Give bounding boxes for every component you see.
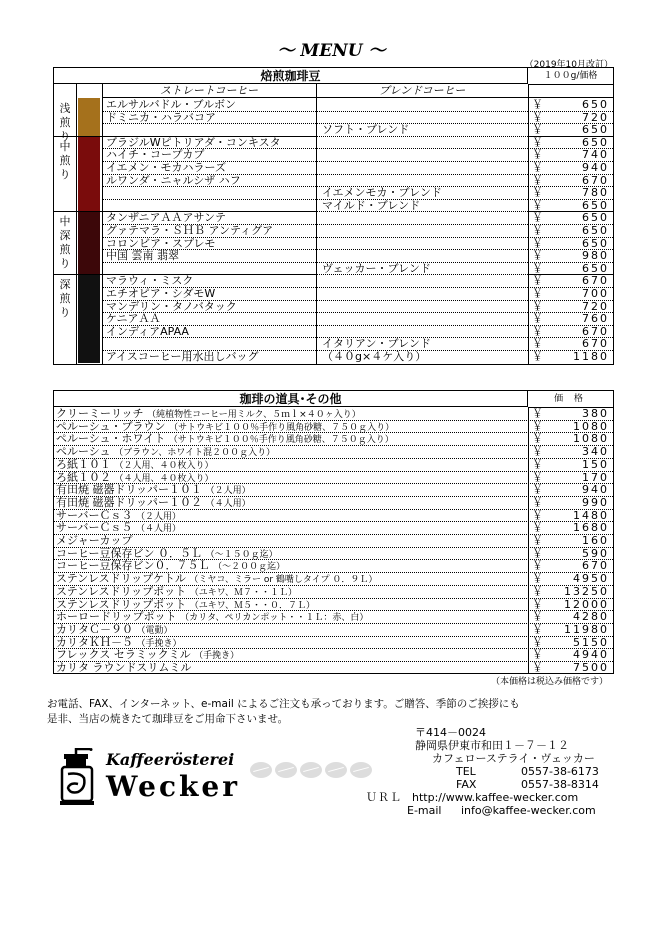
- tool-item-label: カリタ ラウンドスリムミル: [56, 661, 192, 674]
- yen-symbol: ￥: [532, 198, 543, 212]
- row-divider: [316, 312, 528, 313]
- order-notice: [47, 697, 622, 727]
- tool-item-note: （ユキワ、Ｍ７・・１Ｌ）: [189, 587, 297, 598]
- beans-table-title: 焙煎珈琲豆: [54, 68, 528, 84]
- price-value: 5150: [573, 635, 609, 649]
- tool-item-note: （２人用、４０枚入り）: [114, 460, 214, 471]
- tax-note: （本価格は税込み価格です）: [490, 677, 608, 687]
- tool-item-label: コーヒー豆保存ビン ０．５Ｌ: [56, 546, 203, 560]
- price-value: 760: [582, 312, 609, 326]
- yen-symbol: ￥: [532, 661, 543, 674]
- yen-symbol: ￥: [532, 622, 543, 636]
- price-value: 1480: [573, 508, 609, 522]
- coffee-bean-icon: [350, 762, 372, 778]
- straight-coffee-name: ケニアＡＡ: [106, 312, 161, 326]
- price-value: 7500: [573, 661, 609, 674]
- tool-item-name: [56, 661, 191, 676]
- row-divider: [316, 111, 528, 112]
- blend-coffee-name: ソフト・ブレンド: [322, 123, 410, 137]
- shop-name: カフェローステライ・ヴェッカー: [432, 752, 595, 765]
- row-divider: [316, 325, 528, 326]
- price-value: 670: [582, 173, 609, 187]
- row-divider: [316, 237, 528, 238]
- price-value: 650: [582, 198, 609, 212]
- tool-item-label: サーバーＣｓ５: [56, 521, 133, 535]
- yen-symbol: ￥: [532, 432, 543, 446]
- yen-symbol: ￥: [532, 445, 543, 459]
- tool-item-label: ステンレスドリップポット: [56, 584, 187, 598]
- coffee-grinder-icon: [60, 748, 106, 806]
- tool-item-note: （サトウキビ１００％手作り風角砂糖、７５０ｇ入り）: [168, 435, 394, 446]
- yen-symbol: ￥: [532, 495, 543, 509]
- straight-coffee-name: アイスコーヒー用水出しバッグ: [106, 350, 259, 363]
- tool-item-label: コーヒー豆保存ビン０．７５Ｌ: [56, 559, 210, 573]
- page-title: ～ MENU ～: [277, 41, 386, 61]
- yen-symbol: ￥: [532, 559, 543, 573]
- yen-symbol: ￥: [532, 312, 543, 326]
- yen-symbol: ￥: [532, 337, 543, 351]
- yen-symbol: ￥: [532, 324, 543, 338]
- blend-coffee-name: マイルド・ブレンド: [322, 198, 421, 212]
- order-notice-line: 是非、当店の焼きたて珈琲豆をご用命下さいませ。: [47, 713, 289, 725]
- price-value: 670: [582, 274, 609, 288]
- straight-coffee-name: ルワンダ・ニャルシザ ハフ: [106, 173, 241, 187]
- tool-item-note: （ユキワ、Ｍ５・・０．７Ｌ）: [189, 600, 315, 611]
- price-value: 11980: [564, 622, 609, 636]
- coffee-tools-table: [53, 390, 614, 674]
- coffee-beans-table: [53, 67, 614, 365]
- straight-coffee-name: マンデリン・タノバタック: [106, 299, 237, 313]
- price-value: 940: [582, 483, 609, 497]
- tool-item-note: （手挽き）: [194, 651, 240, 662]
- fax-number: 0557-38-8314: [521, 778, 599, 791]
- blend-coffee-name: （４０g×４ケ入り）: [322, 350, 427, 363]
- order-notice-line: お電話、FAX、インターネット、e-mail によるご注文も承っております。ご贈答、季節のご挨拶にも: [47, 698, 520, 710]
- yen-symbol: ￥: [532, 483, 543, 497]
- tool-item-label: ペルーシュ・ホワイト: [56, 432, 166, 446]
- price-value: 780: [582, 186, 609, 200]
- price-value: 650: [582, 261, 609, 275]
- tool-item-label: ペルーシュ: [56, 445, 111, 459]
- price-value: 1680: [573, 521, 609, 535]
- price-value: 720: [582, 110, 609, 124]
- yen-symbol: ￥: [532, 470, 543, 484]
- tools-table-title: 珈琲の道具･その他: [54, 391, 528, 407]
- yen-symbol: ￥: [532, 274, 543, 288]
- tel-number[interactable]: 0557-38-6173: [521, 765, 599, 778]
- yen-symbol: ￥: [532, 249, 543, 263]
- price-value: 380: [582, 407, 609, 420]
- price-value: 700: [582, 287, 609, 300]
- blend-coffee-name: イタリアン・ブレンド: [322, 337, 431, 351]
- price-value: 1180: [573, 350, 609, 363]
- tool-item-label: ろ紙１０２: [56, 470, 111, 484]
- row-divider: [316, 287, 528, 288]
- row-divider: [54, 534, 613, 535]
- row-divider: [102, 186, 316, 187]
- roast-level-label: 浅 煎 り: [59, 102, 71, 143]
- tool-item-note: （～１５０ｇ迄）: [205, 549, 278, 560]
- price-value: 4950: [573, 572, 609, 586]
- tool-item-note: （４人用、４０枚入り）: [114, 473, 214, 484]
- yen-symbol: ￥: [532, 508, 543, 522]
- straight-coffee-name: エルサルバドル・ブルボン: [106, 98, 237, 111]
- yen-symbol: ￥: [532, 110, 543, 124]
- yen-symbol: ￥: [532, 457, 543, 471]
- price-value: 720: [582, 299, 609, 313]
- yen-symbol: ￥: [532, 648, 543, 662]
- yen-symbol: ￥: [532, 211, 543, 225]
- row-divider: [102, 123, 316, 124]
- yen-symbol: ￥: [532, 534, 543, 547]
- column-divider: [528, 407, 529, 673]
- yen-symbol: ￥: [532, 161, 543, 174]
- tool-item-label: 有田焼 磁器ドリッパー１０２: [56, 495, 203, 509]
- fax-label: FAX: [456, 778, 477, 791]
- price-value: 670: [582, 559, 609, 573]
- yen-symbol: ￥: [532, 419, 543, 433]
- straight-coffee-name: インディアAPAA: [106, 324, 189, 338]
- price-value: 650: [582, 135, 609, 149]
- tool-item-note: （純植物性コーヒー用ミルク、５ｍｌ×４０ヶ入り）: [147, 410, 361, 420]
- shop-address: 静岡県伊東市和田１－７－１２: [415, 739, 569, 752]
- tool-item-note: （２人用）: [135, 511, 181, 522]
- price-value: 340: [582, 445, 609, 459]
- roast-color-swatch: [78, 136, 100, 212]
- row-divider: [316, 174, 528, 175]
- yen-symbol: ￥: [532, 635, 543, 649]
- row-divider: [316, 148, 528, 149]
- price-value: 650: [582, 224, 609, 237]
- price-value: 650: [582, 98, 609, 111]
- price-value: 740: [582, 148, 609, 162]
- yen-symbol: ￥: [532, 186, 543, 200]
- tool-item-label: カリタＫＨ－５: [56, 635, 133, 649]
- straight-coffee-name: ブラジルWピトリアダ・コンキスタ: [106, 135, 281, 149]
- tool-item-label: クリーミーリッチ: [56, 407, 144, 420]
- straight-coffee-name: ドミニカ・ハラバコア: [106, 110, 216, 124]
- row-divider: [102, 262, 316, 263]
- yen-symbol: ￥: [532, 224, 543, 237]
- price-value: 12000: [564, 597, 609, 611]
- shop-email-link[interactable]: info@kaffee-wecker.com: [461, 804, 596, 817]
- tool-item-label: ろ紙１０１: [56, 457, 111, 471]
- tool-item-note: （電動）: [136, 625, 173, 636]
- blend-coffee-name: ヴェッカー・ブレンド: [322, 261, 431, 275]
- tel-label: TEL: [456, 765, 476, 778]
- tool-item-note: （手挽き）: [136, 638, 182, 649]
- logo-text-wecker: Wecker: [106, 770, 240, 803]
- yen-symbol: ￥: [532, 572, 543, 586]
- yen-symbol: ￥: [532, 148, 543, 162]
- shop-url-link[interactable]: http://www.kaffee-wecker.com: [412, 791, 579, 804]
- straight-coffee-header: ストレートコーヒー: [102, 84, 316, 98]
- logo-text-kaffeeroesterei: Kaffeerösterei: [106, 750, 235, 769]
- price-value: 940: [582, 161, 609, 174]
- email-label: E-mail: [407, 804, 442, 817]
- row-divider: [316, 300, 528, 301]
- yen-symbol: ￥: [532, 350, 543, 363]
- shop-postal-code: 〒414－0024: [415, 726, 486, 739]
- row-divider: [316, 211, 528, 212]
- row-divider: [316, 224, 528, 225]
- tool-item-label: ホーロードリップポット: [56, 610, 177, 624]
- roast-level-label: 中 深 煎 り: [59, 215, 71, 271]
- row-divider: [316, 274, 528, 275]
- coffee-bean-icon: [250, 762, 272, 778]
- roast-level-label: 中 煎 り: [59, 139, 71, 181]
- price-value: 650: [582, 123, 609, 137]
- straight-coffee-name: 中国 雲南 翡翠: [106, 249, 179, 263]
- price-value: 650: [582, 211, 609, 225]
- straight-coffee-name: イエメン・モカハラーズ: [106, 161, 227, 174]
- coffee-bean-icon: [325, 762, 347, 778]
- yen-symbol: ￥: [532, 123, 543, 137]
- yen-symbol: ￥: [532, 236, 543, 250]
- yen-symbol: ￥: [532, 135, 543, 149]
- roast-color-swatch: [78, 98, 100, 136]
- yen-symbol: ￥: [532, 287, 543, 300]
- yen-symbol: ￥: [532, 597, 543, 611]
- yen-symbol: ￥: [532, 261, 543, 275]
- price-value: 670: [582, 324, 609, 338]
- tool-item-note: （ブラウン、ホワイト混２００ｇ入り）: [114, 448, 276, 459]
- yen-symbol: ￥: [532, 610, 543, 624]
- url-label: ＵＲＬ: [366, 791, 402, 804]
- tool-item-label: メジャーカップ: [56, 534, 133, 547]
- coffee-bean-icon: [275, 762, 297, 778]
- tool-item-note: （カリタ、ペリカンポット・・１Ｌ：赤、白）: [180, 613, 369, 624]
- tool-item-note: （２人用）: [205, 486, 251, 497]
- straight-coffee-name: グァテマラ・ＳＨＢ アンティグア: [106, 224, 274, 237]
- price-value: 590: [582, 546, 609, 560]
- straight-coffee-name: ハイチ・コープカプ: [106, 148, 205, 162]
- price-value: 13250: [564, 584, 609, 598]
- yen-symbol: ￥: [532, 98, 543, 111]
- price-value: 160: [582, 534, 609, 547]
- revision-date: （2019年10月改訂）: [524, 60, 613, 70]
- tool-item-label: サーバーＣｓ３: [56, 508, 133, 522]
- yen-symbol: ￥: [532, 546, 543, 560]
- price-value: 1080: [573, 432, 609, 446]
- row-divider: [316, 136, 528, 137]
- tool-item-label: 有田焼 磁器ドリッパー１０１: [56, 483, 203, 497]
- beans-price-header: １００g/価格: [528, 68, 613, 85]
- price-value: 980: [582, 249, 609, 263]
- row-divider: [316, 249, 528, 250]
- tool-item-label: ペルーシュ・ブラウン: [56, 419, 166, 433]
- tool-item-note: （ミヤコ、ミラー or 鶴嘴しタイプ ０．９Ｌ）: [189, 575, 378, 586]
- tool-item-note: （～２００ｇ迄）: [213, 562, 286, 573]
- price-value: 4940: [573, 648, 609, 662]
- tool-item-note: （４人用）: [135, 524, 181, 535]
- tool-item-label: フレックス セラミックミル: [56, 648, 191, 662]
- tools-price-header: 価 格: [528, 391, 613, 408]
- shop-logo: [60, 748, 240, 806]
- roast-color-swatch: [78, 211, 100, 274]
- price-value: 150: [582, 457, 609, 471]
- yen-symbol: ￥: [532, 173, 543, 187]
- straight-coffee-name: マラウィ・ミスク: [106, 274, 194, 288]
- tool-item-label: ステンレスドリップケトル: [56, 572, 186, 586]
- blend-coffee-name: イエメンモカ・ブレンド: [322, 186, 442, 200]
- straight-coffee-name: エチオピア・シダモW: [106, 287, 216, 300]
- yen-symbol: ￥: [532, 584, 543, 598]
- tool-item-label: ステンレスドリップポット: [56, 597, 187, 611]
- blend-coffee-header: ブレンドコーヒー: [316, 84, 528, 98]
- yen-symbol: ￥: [532, 299, 543, 313]
- coffee-bean-icon: [300, 762, 322, 778]
- price-value: 670: [582, 337, 609, 351]
- price-value: 170: [582, 470, 609, 484]
- row-divider: [102, 199, 316, 200]
- price-value: 4280: [573, 610, 609, 624]
- tool-item-note: （４人用）: [205, 498, 251, 509]
- row-divider: [102, 337, 316, 338]
- yen-symbol: ￥: [532, 407, 543, 420]
- roast-color-swatch: [78, 274, 100, 362]
- price-value: 990: [582, 495, 609, 509]
- roast-level-label: 深 煎 り: [59, 278, 71, 320]
- price-value: 650: [582, 236, 609, 250]
- price-value: 1080: [573, 419, 609, 433]
- column-divider: [76, 84, 77, 364]
- tool-item-note: （サトウキビ１００％手作り風角砂糖、７５０ｇ入り）: [169, 422, 395, 433]
- straight-coffee-name: コロンビア・スプレモ: [106, 236, 216, 250]
- row-divider: [316, 161, 528, 162]
- straight-coffee-name: タンザニアＡＡアサンテ: [106, 211, 227, 225]
- yen-symbol: ￥: [532, 521, 543, 535]
- tool-item-label: カリタＣ－９０: [56, 622, 133, 636]
